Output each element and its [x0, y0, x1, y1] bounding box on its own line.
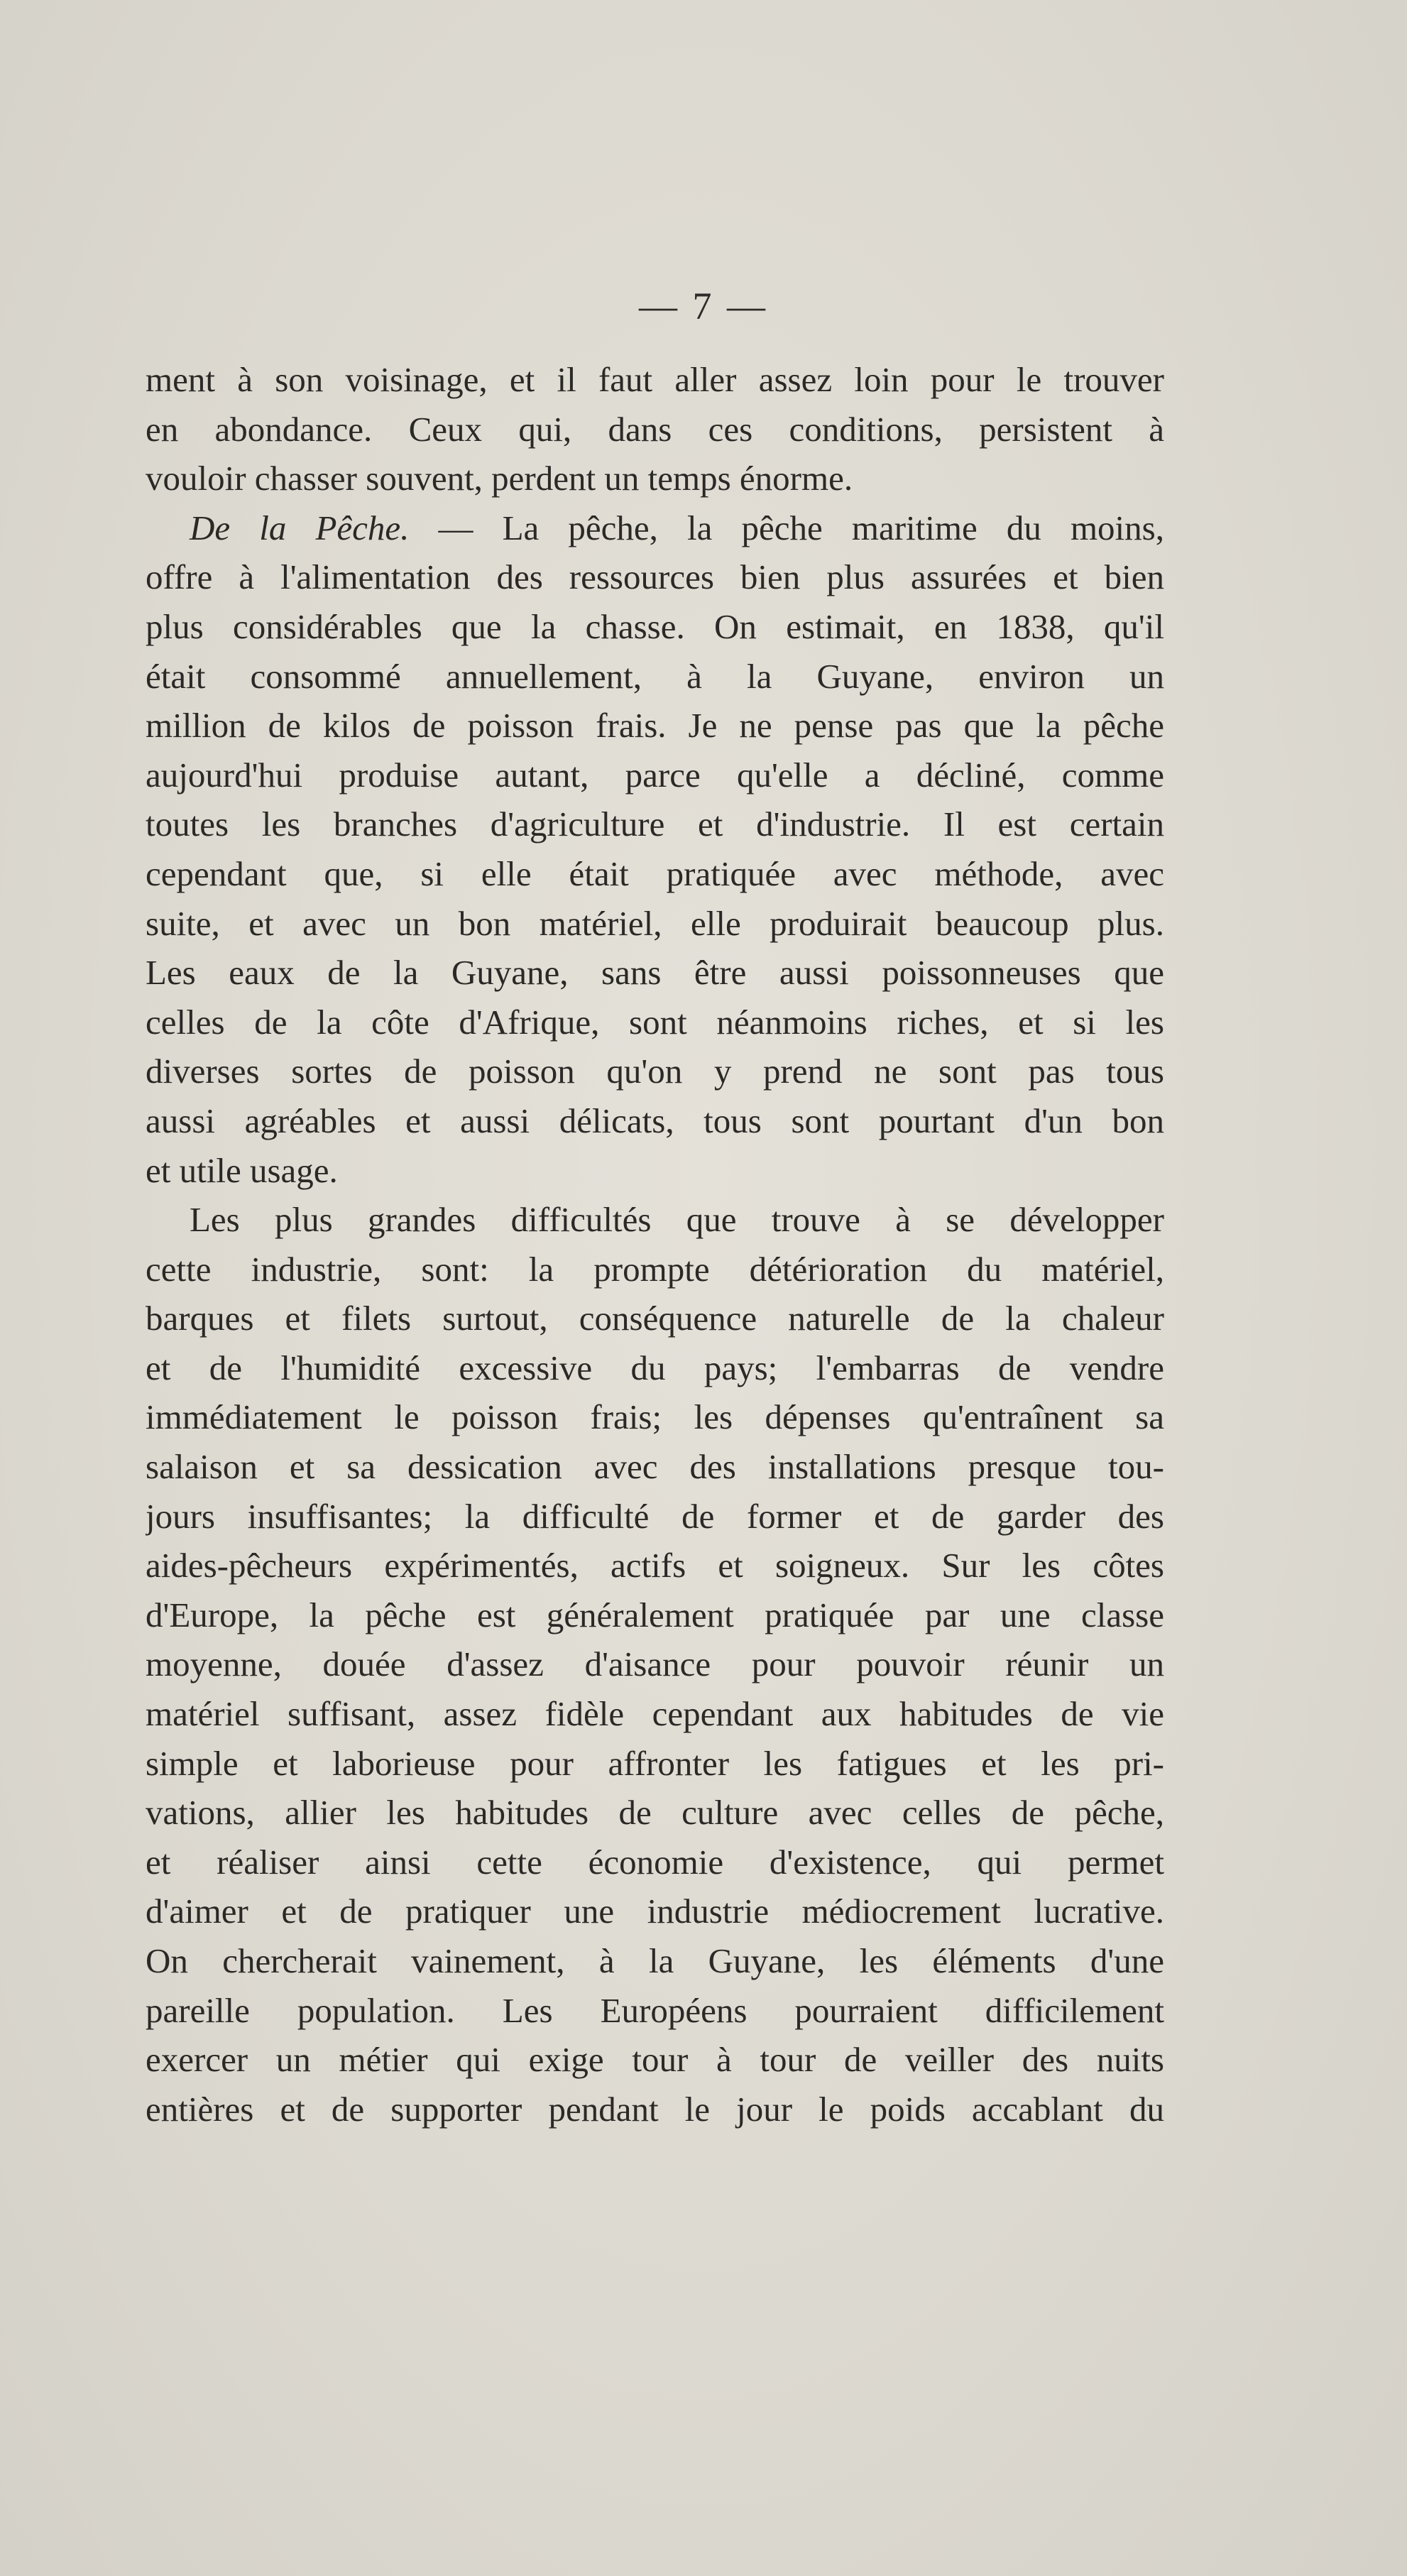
- text-line: million de kilos de poisson frais. Je ne pense pas que la pêche: [146, 706, 1164, 746]
- text-line: et utile usage.: [146, 1150, 338, 1190]
- text-line: suite, et avec un bon matériel, elle produirait beaucoup plus.: [146, 903, 1164, 943]
- text-line: exercer un métier qui exige tour à tour de veiller des nuits: [146, 2040, 1164, 2080]
- text-line: cette industrie, sont: la prompte détérioration du matériel,: [146, 1249, 1164, 1289]
- text-line: matériel suffisant, assez fidèle cependant aux habitudes de vie: [146, 1694, 1164, 1734]
- text-line: et réaliser ainsi cette économie d'existence, qui permet: [146, 1842, 1164, 1882]
- section-heading: De la Pêche.: [190, 508, 410, 547]
- text-line: aides-pêcheurs expérimentés, actifs et soigneux. Sur les côtes: [146, 1546, 1164, 1586]
- text-line: et de l'humidité excessive du pays; l'embarras de vendre: [146, 1348, 1164, 1387]
- text-line: plus considérables que la chasse. On estimait, en 1838, qu'il: [146, 606, 1164, 646]
- text-line: d'Europe, la pêche est généralement pratiquée par une classe: [146, 1595, 1164, 1634]
- text-line: était consommé annuellement, à la Guyane, environ un: [146, 656, 1164, 696]
- text-line: vouloir chasser souvent, perdent un temps énorme.: [146, 459, 853, 498]
- body-text: [146, 355, 1164, 2134]
- text-line: aussi agréables et aussi délicats, tous sont pourtant d'un bon: [146, 1101, 1164, 1140]
- text-line: Les plus grandes difficultés que trouve à se développer: [190, 1200, 1164, 1240]
- text-line: De la Pêche. — La pêche, la pêche maritime du moins,: [190, 508, 1164, 547]
- text-line: vations, allier les habitudes de culture avec celles de pêche,: [146, 1793, 1164, 1833]
- text-line: On chercherait vainement, à la Guyane, les éléments d'une: [146, 1941, 1164, 1980]
- text-line: toutes les branches d'agriculture et d'industrie. Il est certain: [146, 804, 1164, 844]
- page-number: — 7 —: [639, 285, 768, 327]
- text-line: celles de la côte d'Afrique, sont néanmoins riches, et si les: [146, 1002, 1164, 1042]
- text-line: moyenne, douée d'assez d'aisance pour pouvoir réunir un: [146, 1644, 1164, 1684]
- text-line: diverses sortes de poisson qu'on y prend ne sont pas tous: [146, 1052, 1164, 1091]
- text-line: en abondance. Ceux qui, dans ces conditions, persistent à: [146, 409, 1164, 449]
- text-line: offre à l'alimentation des ressources bien plus assurées et bien: [146, 557, 1164, 597]
- text-line: Les eaux de la Guyane, sans être aussi poissonneuses que: [146, 953, 1164, 993]
- text-line: simple et laborieuse pour affronter les fatigues et les pri-: [146, 1743, 1164, 1783]
- text-line: ment à son voisinage, et il faut aller assez loin pour le trouver: [146, 360, 1164, 399]
- text-line: barques et filets surtout, conséquence naturelle de la chaleur: [146, 1299, 1164, 1338]
- text-line: pareille population. Les Européens pourraient difficilement: [146, 1990, 1164, 2030]
- text-line: aujourd'hui produise autant, parce qu'elle a décliné, comme: [146, 755, 1164, 795]
- text-line: cependant que, si elle était pratiquée avec méthode, avec: [146, 853, 1164, 893]
- text-line: immédiatement le poisson frais; les dépenses qu'entraînent sa: [146, 1397, 1164, 1437]
- text-line: jours insuffisantes; la difficulté de former et de garder des: [146, 1496, 1164, 1536]
- text-line: salaison et sa dessication avec des installations presque tou-: [146, 1447, 1164, 1487]
- text-line: entières et de supporter pendant le jour le poids accablant du: [146, 2089, 1164, 2129]
- text-line: d'aimer et de pratiquer une industrie médiocrement lucrative.: [146, 1892, 1164, 1931]
